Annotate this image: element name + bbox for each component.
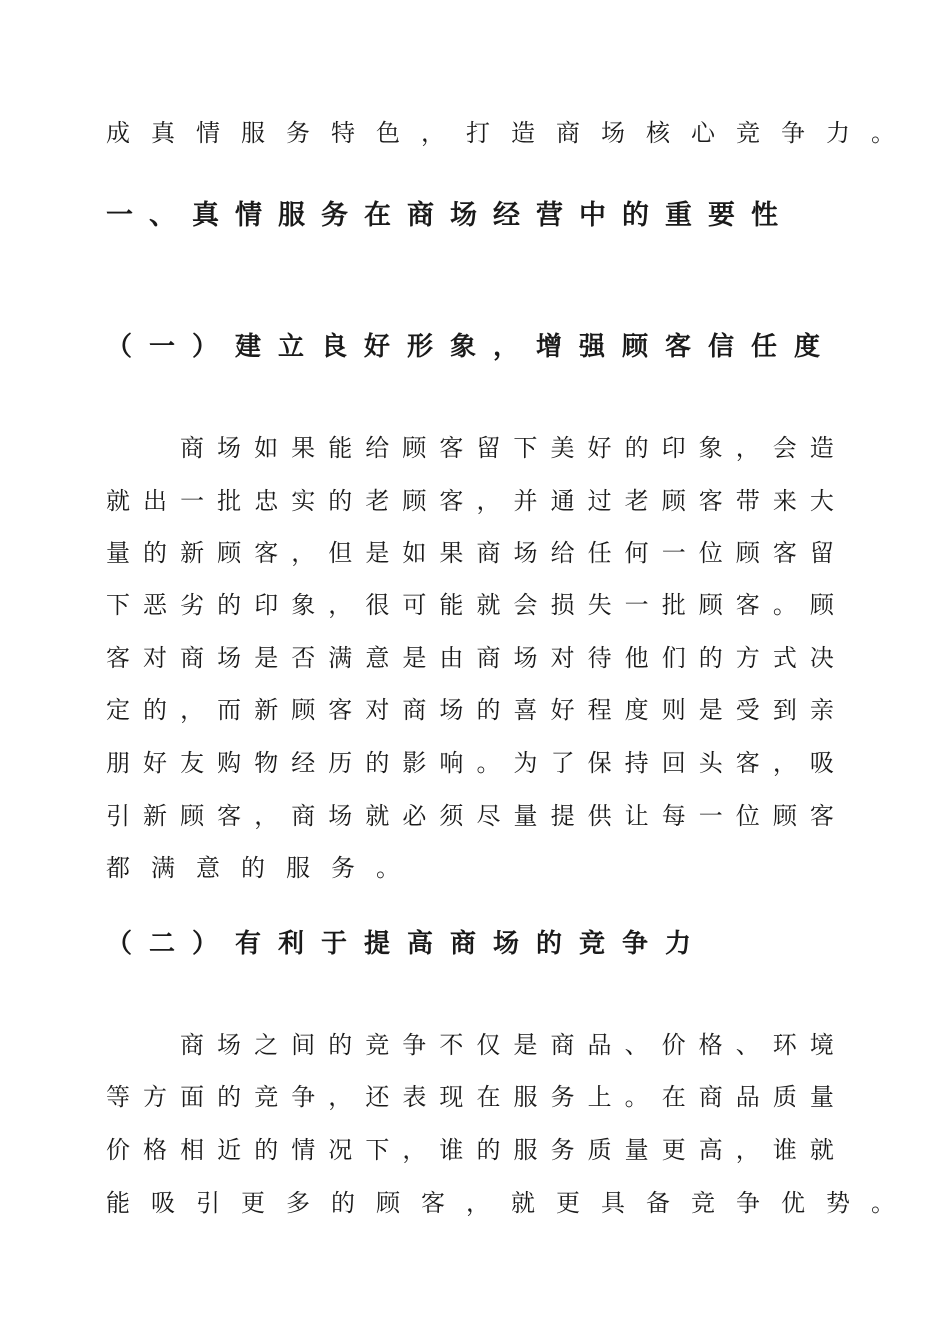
text-char: 新 xyxy=(254,696,279,724)
text-char: 商 xyxy=(291,802,316,830)
text-char: 的 xyxy=(476,696,501,724)
text-char: 须 xyxy=(439,802,464,830)
text-char: 购 xyxy=(217,749,242,777)
text-char: 表 xyxy=(402,1083,427,1111)
text-char: 质 xyxy=(772,1083,797,1111)
text-char: 一 xyxy=(698,802,723,830)
text-char: 顾 xyxy=(661,487,686,515)
text-char: 留 xyxy=(809,539,834,567)
text-char: 程 xyxy=(587,696,612,724)
text-char: 之 xyxy=(254,1031,279,1059)
text-char: 谁 xyxy=(772,1136,797,1164)
text-char: 而 xyxy=(217,696,242,724)
text-char: 更 xyxy=(661,1136,686,1164)
text-char: 格 xyxy=(143,1136,168,1164)
text-char: 友 xyxy=(180,749,205,777)
text-char: 。 xyxy=(624,1083,649,1111)
text-char: ， xyxy=(328,1083,353,1111)
text-char: 实 xyxy=(291,487,316,515)
text-char: 给 xyxy=(365,434,390,462)
text-char: ， xyxy=(476,487,501,515)
text-char: 间 xyxy=(291,1031,316,1059)
text-char: 客 xyxy=(772,539,797,567)
text-char: 、 xyxy=(624,1031,649,1059)
text-char: 意 xyxy=(365,644,390,672)
text-char: 会 xyxy=(772,434,797,462)
text-char: 造 xyxy=(809,434,834,462)
text-char: 在 xyxy=(661,1083,686,1111)
text-char: 们 xyxy=(661,644,686,672)
text-char: 损 xyxy=(550,591,575,619)
text-char: 每 xyxy=(661,802,686,830)
text-char: 商 xyxy=(698,1083,723,1111)
text-char: 量 xyxy=(624,1136,649,1164)
text-char: 新 xyxy=(143,802,168,830)
text-char: 商 xyxy=(180,1031,204,1059)
text-char: 朋 xyxy=(106,749,130,777)
paragraph-line xyxy=(106,800,834,832)
text-char: 何 xyxy=(624,539,649,567)
text-char: 必 xyxy=(402,802,427,830)
text-char: 决 xyxy=(809,644,834,672)
text-char: 能 xyxy=(328,434,353,462)
text-char: 的 xyxy=(217,591,242,619)
text-char: 对 xyxy=(550,644,575,672)
text-char: 商 xyxy=(402,696,427,724)
text-char: 历 xyxy=(328,749,353,777)
text-char: 顾 xyxy=(772,802,797,830)
text-char: 可 xyxy=(402,591,427,619)
text-char: 顾 xyxy=(809,591,834,619)
text-char: 否 xyxy=(291,644,316,672)
text-char: 对 xyxy=(143,644,168,672)
text-char: 场 xyxy=(328,802,353,830)
paragraph-line xyxy=(180,1029,834,1061)
text-char: 但 xyxy=(328,539,353,567)
text-char: 亲 xyxy=(809,696,834,724)
text-char: 下 xyxy=(365,1136,390,1164)
text-char: 并 xyxy=(513,487,538,515)
text-char: 由 xyxy=(439,644,464,672)
text-char: 顾 xyxy=(698,591,723,619)
text-char: 面 xyxy=(180,1083,205,1111)
text-char: 环 xyxy=(772,1031,797,1059)
text-char: 好 xyxy=(587,434,612,462)
text-char: 就 xyxy=(809,1136,834,1164)
text-char: 留 xyxy=(476,434,501,462)
text-char: 让 xyxy=(624,802,649,830)
text-char: 果 xyxy=(291,434,316,462)
text-char: 量 xyxy=(809,1083,834,1111)
text-char: 引 xyxy=(106,802,130,830)
text-char: 的 xyxy=(328,487,353,515)
paragraph-line xyxy=(106,485,834,517)
text-char: 顾 xyxy=(402,434,427,462)
text-char: 服 xyxy=(513,1083,538,1111)
text-char: 受 xyxy=(735,696,760,724)
text-char: 老 xyxy=(365,487,390,515)
text-char: 况 xyxy=(328,1136,353,1164)
text-char: 客 xyxy=(735,749,760,777)
text-char: ， xyxy=(180,696,205,724)
text-char: 商 xyxy=(180,644,205,672)
text-char: 一 xyxy=(624,591,649,619)
text-char: 影 xyxy=(402,749,427,777)
text-char: 量 xyxy=(106,539,130,567)
text-char: 就 xyxy=(365,802,390,830)
text-char: 场 xyxy=(217,644,242,672)
text-char: 等 xyxy=(106,1083,130,1111)
text-char: 满 xyxy=(328,644,353,672)
text-char: 的 xyxy=(254,1136,279,1164)
paragraph-line xyxy=(106,694,834,726)
text-char: ， xyxy=(291,539,316,567)
text-char: 顾 xyxy=(217,539,242,567)
text-char: 通 xyxy=(550,487,575,515)
text-char: 的 xyxy=(698,644,723,672)
text-char: 争 xyxy=(291,1083,316,1111)
text-char: 还 xyxy=(365,1083,390,1111)
text-char: 竞 xyxy=(254,1083,279,1111)
text-char: 价 xyxy=(106,1136,130,1164)
text-char: ， xyxy=(772,749,797,777)
text-char: 场 xyxy=(513,644,538,672)
text-char: 不 xyxy=(439,1031,464,1059)
text-char: 质 xyxy=(587,1136,612,1164)
text-char: 客 xyxy=(328,696,353,724)
text-char: 一 xyxy=(661,539,686,567)
text-char: 客 xyxy=(735,591,760,619)
text-char: 商 xyxy=(476,539,501,567)
text-char: 方 xyxy=(143,1083,168,1111)
text-char: 顾 xyxy=(291,696,316,724)
text-char: 的 xyxy=(624,434,649,462)
text-char: 客 xyxy=(106,644,130,672)
section-heading: 一、真情服务在商场经营中的重要性 xyxy=(106,200,794,231)
text-char: 好 xyxy=(143,749,168,777)
text-char: 竞 xyxy=(365,1031,390,1059)
text-char: 劣 xyxy=(180,591,205,619)
text-char: 出 xyxy=(143,487,168,515)
text-char: 上 xyxy=(587,1083,612,1111)
text-char: 果 xyxy=(439,539,464,567)
subsection-heading-1: （一）建立良好形象，增强顾客信任度 xyxy=(106,332,838,362)
text-char: 恶 xyxy=(143,591,168,619)
text-char: 美 xyxy=(550,434,575,462)
text-char: 待 xyxy=(587,644,612,672)
text-char: 客 xyxy=(217,802,242,830)
text-char: 能 xyxy=(439,591,464,619)
text-char: 象 xyxy=(291,591,316,619)
text-char: 是 xyxy=(254,644,279,672)
text-char: 顾 xyxy=(180,802,205,830)
text-char: 老 xyxy=(624,487,649,515)
text-char: ， xyxy=(402,1136,427,1164)
intro-tail-line: 成真情服务特色，打造商场核心竞争力。 xyxy=(106,119,916,147)
text-char: 好 xyxy=(550,696,575,724)
paragraph-line xyxy=(106,537,834,569)
text-char: 大 xyxy=(809,487,834,515)
text-char: 来 xyxy=(772,487,797,515)
paragraph-line: 能吸引更多的顾客，就更具备竞争优势。 xyxy=(106,1189,916,1217)
text-char: 争 xyxy=(402,1031,427,1059)
text-char: 谁 xyxy=(439,1136,464,1164)
text-char: 尽 xyxy=(476,802,501,830)
text-char: 客 xyxy=(809,802,834,830)
text-char: 回 xyxy=(661,749,686,777)
text-char: 象 xyxy=(698,434,723,462)
paragraph-line: 都满意的服务。 xyxy=(106,854,421,882)
text-char: 近 xyxy=(217,1136,242,1164)
paragraph-line xyxy=(106,1081,834,1113)
text-char: 提 xyxy=(550,802,575,830)
text-char: 下 xyxy=(106,591,130,619)
text-char: 失 xyxy=(587,591,612,619)
text-char: 为 xyxy=(513,749,538,777)
text-char: 品 xyxy=(735,1083,760,1111)
text-char: 喜 xyxy=(513,696,538,724)
text-char: 客 xyxy=(439,487,464,515)
text-char: 客 xyxy=(698,487,723,515)
paragraph-line xyxy=(180,432,834,464)
text-char: 印 xyxy=(661,434,686,462)
text-char: 顾 xyxy=(735,539,760,567)
text-char: 就 xyxy=(106,487,130,515)
text-char: 场 xyxy=(217,434,242,462)
text-char: 是 xyxy=(513,1031,538,1059)
text-char: 务 xyxy=(550,1136,575,1164)
text-char: 的 xyxy=(143,696,168,724)
text-char: 很 xyxy=(365,591,390,619)
text-char: 供 xyxy=(587,802,612,830)
text-char: 的 xyxy=(476,1136,501,1164)
text-char: 保 xyxy=(587,749,612,777)
text-char: 场 xyxy=(513,539,538,567)
text-char: 是 xyxy=(365,539,390,567)
text-char: 商 xyxy=(550,1031,575,1059)
text-char: 如 xyxy=(254,434,279,462)
paragraph-line xyxy=(106,1134,834,1166)
text-char: 量 xyxy=(513,802,538,830)
text-char: 对 xyxy=(365,696,390,724)
text-char: 情 xyxy=(291,1136,316,1164)
text-char: 批 xyxy=(661,591,686,619)
text-char: ， xyxy=(254,802,279,830)
text-char: 物 xyxy=(254,749,279,777)
text-char: 客 xyxy=(439,434,464,462)
text-char: 场 xyxy=(439,696,464,724)
text-char: 相 xyxy=(180,1136,205,1164)
text-char: 在 xyxy=(476,1083,501,1111)
text-char: 批 xyxy=(217,487,242,515)
text-char: 、 xyxy=(735,1031,760,1059)
text-char: 客 xyxy=(254,539,279,567)
text-char: 任 xyxy=(587,539,612,567)
text-char: 持 xyxy=(624,749,649,777)
text-char: 的 xyxy=(143,539,168,567)
text-char: 顾 xyxy=(402,487,427,515)
text-char: 定 xyxy=(106,696,130,724)
text-char: 服 xyxy=(513,1136,538,1164)
text-char: 度 xyxy=(624,696,649,724)
text-char: 响 xyxy=(439,749,464,777)
text-char: 位 xyxy=(698,539,723,567)
text-char: 他 xyxy=(624,644,649,672)
text-char: 场 xyxy=(217,1031,242,1059)
text-char: 给 xyxy=(550,539,575,567)
text-char: ， xyxy=(328,591,353,619)
text-char: 价 xyxy=(661,1031,686,1059)
text-char: 位 xyxy=(735,802,760,830)
paragraph-line xyxy=(106,589,834,621)
text-char: 的 xyxy=(365,749,390,777)
text-char: 。 xyxy=(772,591,797,619)
text-char: 会 xyxy=(513,591,538,619)
text-char: 吸 xyxy=(809,749,834,777)
text-char: 一 xyxy=(180,487,205,515)
text-char: 就 xyxy=(476,591,501,619)
text-char: 格 xyxy=(698,1031,723,1059)
text-char: 则 xyxy=(661,696,686,724)
text-char: 品 xyxy=(587,1031,612,1059)
text-char: 方 xyxy=(735,644,760,672)
text-char: 是 xyxy=(698,696,723,724)
text-char: 仅 xyxy=(476,1031,501,1059)
text-char: 下 xyxy=(513,434,538,462)
paragraph-line xyxy=(106,642,834,674)
text-char: 印 xyxy=(254,591,279,619)
subsection-heading-2: （二）有利于提高商场的竞争力 xyxy=(106,929,709,959)
text-char: 带 xyxy=(735,487,760,515)
text-char: 到 xyxy=(772,696,797,724)
paragraph-line xyxy=(106,747,834,779)
text-char: 是 xyxy=(402,644,427,672)
text-char: 经 xyxy=(291,749,316,777)
text-char: 新 xyxy=(180,539,205,567)
text-char: 境 xyxy=(809,1031,834,1059)
text-char: 。 xyxy=(476,749,501,777)
text-char: 高 xyxy=(698,1136,723,1164)
text-char: 商 xyxy=(476,644,501,672)
text-char: 了 xyxy=(550,749,575,777)
text-char: 如 xyxy=(402,539,427,567)
text-char: 的 xyxy=(217,1083,242,1111)
text-char: ， xyxy=(735,1136,760,1164)
text-char: ， xyxy=(735,434,760,462)
text-char: 现 xyxy=(439,1083,464,1111)
text-char: 的 xyxy=(328,1031,353,1059)
text-char: 商 xyxy=(180,434,204,462)
text-char: 忠 xyxy=(254,487,279,515)
text-char: 式 xyxy=(772,644,797,672)
text-char: 务 xyxy=(550,1083,575,1111)
text-char: 过 xyxy=(587,487,612,515)
text-char: 头 xyxy=(698,749,723,777)
